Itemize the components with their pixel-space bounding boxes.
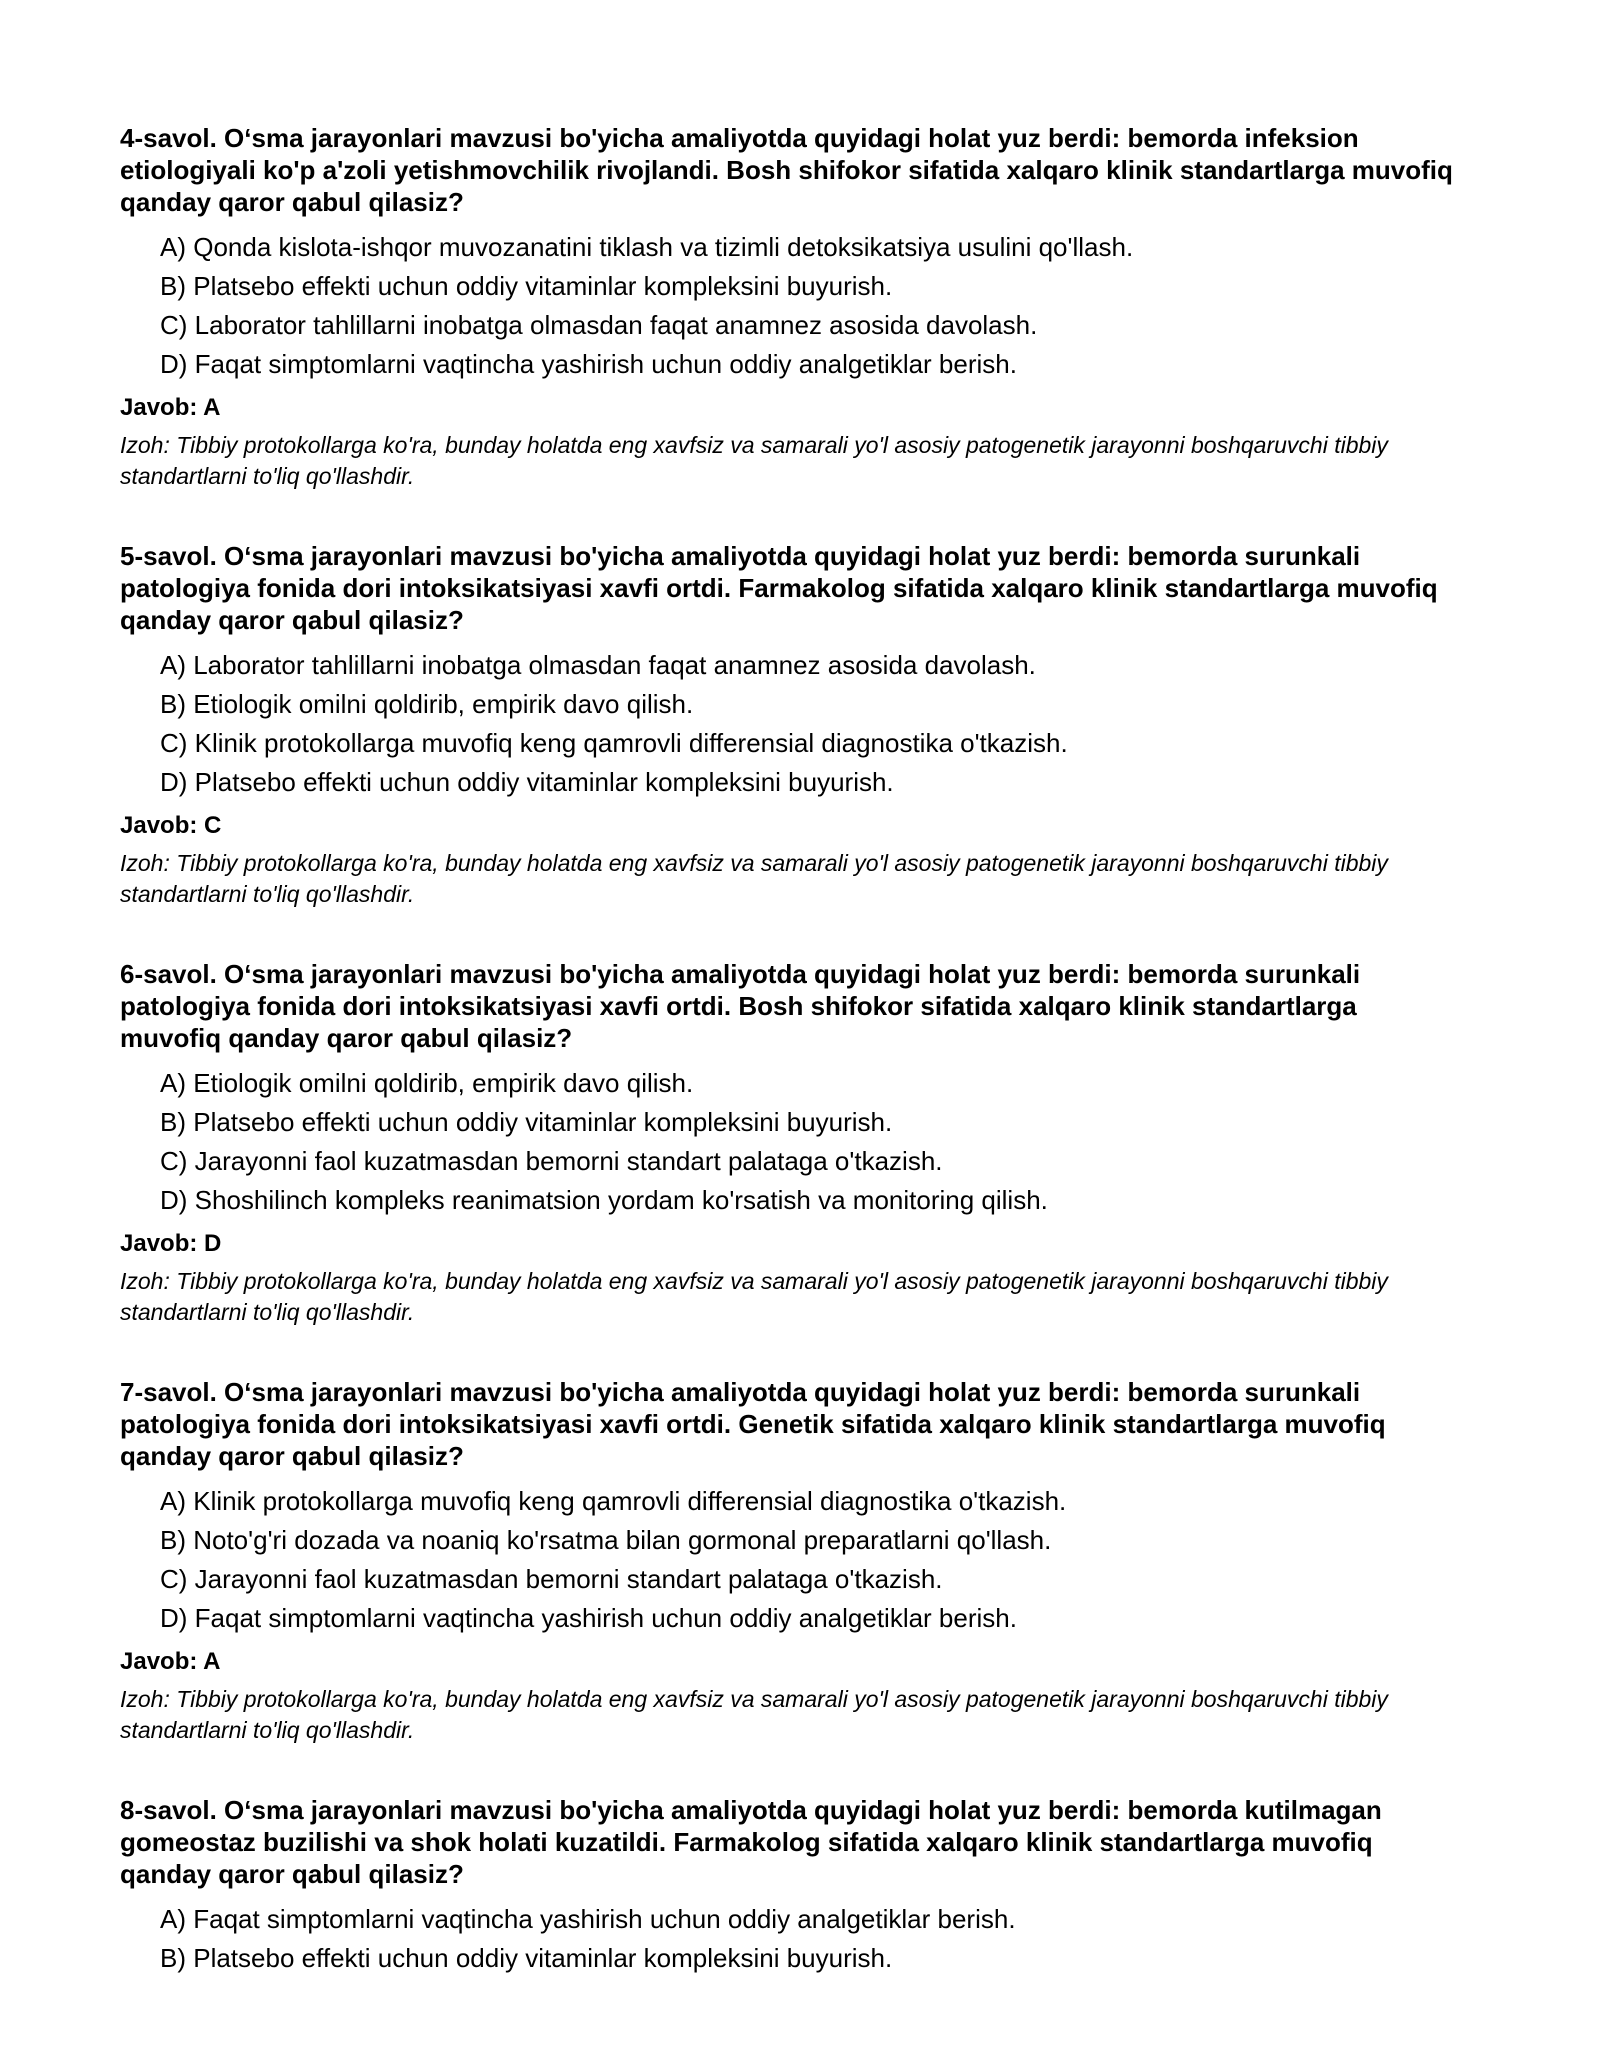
option-a: A) Etiologik omilni qoldirib, empirik davo qilish. — [160, 1068, 694, 1098]
explanation-note: Izoh: Tibbiy protokollarga ko'ra, bunday holatda eng xavfsiz va samarali yo'l asosiy patogenetik jarayonni boshqaruvchi tibbiy standartlarni to'liq qo'llashdir. — [120, 1268, 1388, 1325]
explanation-note: Izoh: Tibbiy protokollarga ko'ra, bunday holatda eng xavfsiz va samarali yo'l asosiy patogenetik jarayonni boshqaruvchi tibbiy standartlarni to'liq qo'llashdir. — [120, 850, 1388, 907]
option-a: A) Klinik protokollarga muvofiq keng qamrovli differensial diagnostika o'tkazish. — [160, 1486, 1067, 1516]
option-c: C) Klinik protokollarga muvofiq keng qamrovli differensial diagnostika o'tkazish. — [160, 728, 1068, 758]
answer: Javob: D — [120, 1230, 222, 1257]
answer: Javob: A — [120, 1648, 221, 1675]
options-list — [160, 1482, 1460, 1638]
options-list — [160, 1900, 1460, 1978]
option-b: B) Platsebo effekti uchun oddiy vitaminlar kompleksini buyurish. — [160, 271, 893, 301]
options-list — [160, 646, 1460, 802]
answer: Javob: C — [120, 812, 222, 839]
option-b: B) Platsebo effekti uchun oddiy vitaminlar kompleksini buyurish. — [160, 1107, 893, 1137]
question-4 — [120, 122, 1460, 492]
question-5 — [120, 540, 1460, 910]
option-b: B) Noto'g'ri dozada va noaniq ko'rsatma bilan gormonal preparatlarni qo'llash. — [160, 1525, 1052, 1555]
options-list — [160, 228, 1460, 384]
explanation-note: Izoh: Tibbiy protokollarga ko'ra, bunday holatda eng xavfsiz va samarali yo'l asosiy patogenetik jarayonni boshqaruvchi tibbiy standartlarni to'liq qo'llashdir. — [120, 432, 1388, 489]
answer: Javob: A — [120, 394, 221, 421]
question-title: 4-savol. O‘sma jarayonlari mavzusi bo'yicha amaliyotda quyidagi holat yuz berdi: bemorda infeksion etiologiyali ko'p a'zoli yetishmovchilik rivojlandi. Bosh shifokor sifatida xalqaro klinik standartlarga muvofiq qanday qaror qabul qilasiz? — [120, 123, 1453, 217]
question-7 — [120, 1376, 1460, 1746]
option-c: C) Jarayonni faol kuzatmasdan bemorni standart palataga o'tkazish. — [160, 1564, 943, 1594]
option-a: A) Laborator tahlillarni inobatga olmasdan faqat anamnez asosida davolash. — [160, 650, 1036, 680]
question-6 — [120, 958, 1460, 1328]
options-list — [160, 1064, 1460, 1220]
option-a: A) Qonda kislota-ishqor muvozanatini tiklash va tizimli detoksikatsiya usulini qo'llash. — [160, 232, 1134, 262]
question-8 — [120, 1794, 1460, 1978]
option-d: D) Shoshilinch kompleks reanimatsion yordam ko'rsatish va monitoring qilish. — [160, 1185, 1048, 1215]
question-title: 6-savol. O‘sma jarayonlari mavzusi bo'yicha amaliyotda quyidagi holat yuz berdi: bemorda surunkali patologiya fonida dori intoksikatsiyasi xavfi ortdi. Bosh shifokor sifatida xalqaro klinik standartlarga muvofiq qanday qaror qabul qilasiz? — [120, 959, 1361, 1053]
question-title: 7-savol. O‘sma jarayonlari mavzusi bo'yicha amaliyotda quyidagi holat yuz berdi: bemorda surunkali patologiya fonida dori intoksikatsiyasi xavfi ortdi. Genetik sifatida xalqaro klinik standartlarga muvofiq qanday qaror qabul qilasiz? — [120, 1377, 1386, 1471]
option-d: D) Faqat simptomlarni vaqtincha yashirish uchun oddiy analgetiklar berish. — [160, 1603, 1017, 1633]
option-b: B) Etiologik omilni qoldirib, empirik davo qilish. — [160, 689, 694, 719]
option-d: D) Faqat simptomlarni vaqtincha yashirish uchun oddiy analgetiklar berish. — [160, 349, 1017, 379]
explanation-note: Izoh: Tibbiy protokollarga ko'ra, bunday holatda eng xavfsiz va samarali yo'l asosiy patogenetik jarayonni boshqaruvchi tibbiy standartlarni to'liq qo'llashdir. — [120, 1686, 1388, 1743]
document-page — [120, 122, 1460, 2026]
question-title: 5-savol. O‘sma jarayonlari mavzusi bo'yicha amaliyotda quyidagi holat yuz berdi: bemorda surunkali patologiya fonida dori intoksikatsiyasi xavfi ortdi. Farmakolog sifatida xalqaro klinik standartlarga muvofiq qanday qaror qabul qilasiz? — [120, 541, 1438, 635]
option-d: D) Platsebo effekti uchun oddiy vitaminlar kompleksini buyurish. — [160, 767, 894, 797]
question-title: 8-savol. O‘sma jarayonlari mavzusi bo'yicha amaliyotda quyidagi holat yuz berdi: bemorda kutilmagan gomeostaz buzilishi va shok holati kuzatildi. Farmakolog sifatida xalqaro klinik standartlarga muvofiq qanday qaror qabul qilasiz? — [120, 1795, 1382, 1889]
option-b: B) Platsebo effekti uchun oddiy vitaminlar kompleksini buyurish. — [160, 1943, 893, 1973]
option-a: A) Faqat simptomlarni vaqtincha yashirish uchun oddiy analgetiklar berish. — [160, 1904, 1016, 1934]
option-c: C) Jarayonni faol kuzatmasdan bemorni standart palataga o'tkazish. — [160, 1146, 943, 1176]
option-c: C) Laborator tahlillarni inobatga olmasdan faqat anamnez asosida davolash. — [160, 310, 1038, 340]
